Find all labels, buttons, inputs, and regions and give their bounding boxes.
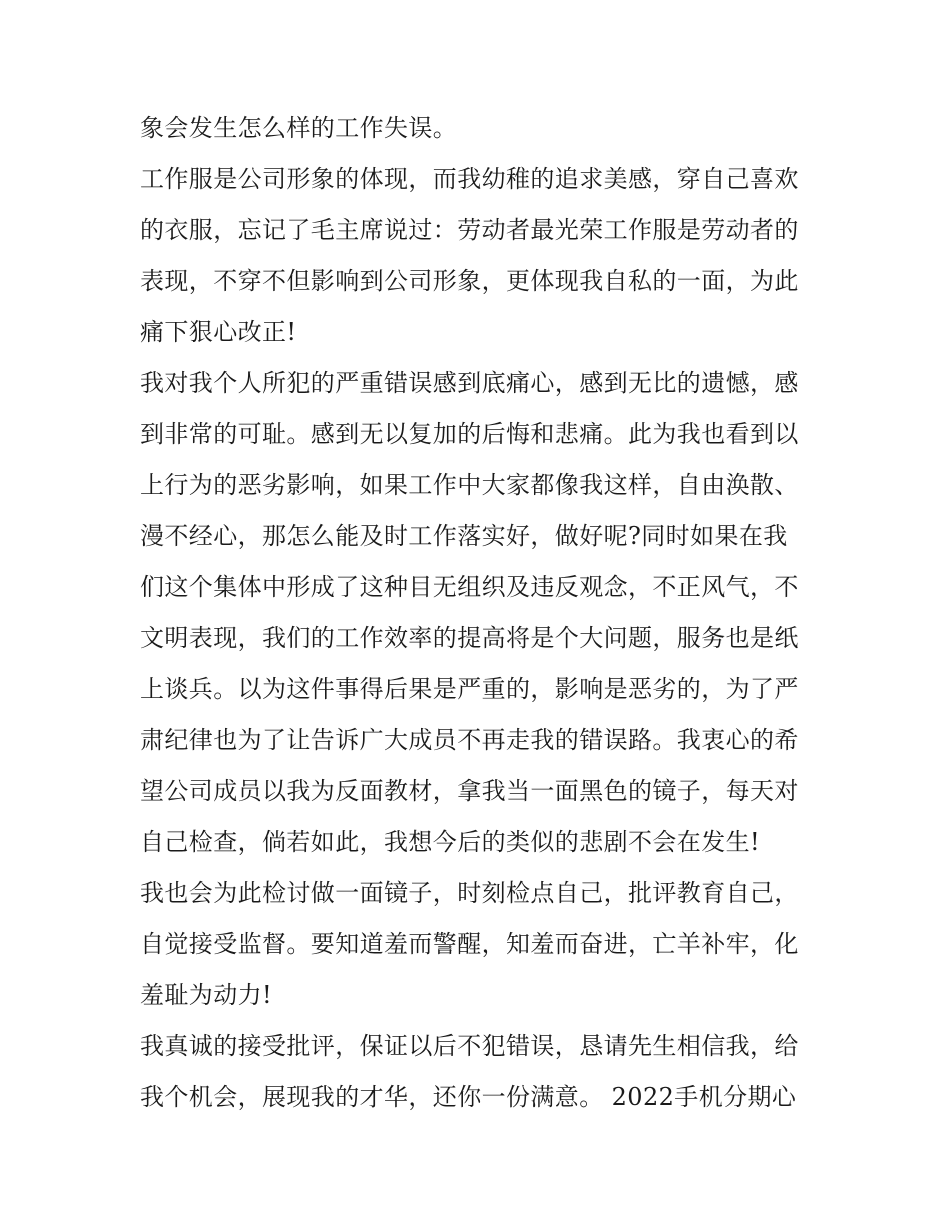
text-line: 上行为的恶劣影响，如果工作中大家都像我这样，自由涣散、: [140, 471, 799, 499]
text-line: 我对我个人所犯的严重错误感到底痛心，感到无比的遗憾，感: [140, 369, 799, 397]
document-body: [140, 103, 820, 1123]
text-line: 自觉接受监督。要知道羞而警醒，知羞而奋进，亡羊补牢，化: [140, 930, 799, 958]
text-line: 表现，不穿不但影响到公司形象，更体现我自私的一面，为此: [140, 267, 799, 295]
text-line: 漫不经心，那怎么能及时工作落实好，做好呢?同时如果在我: [140, 522, 788, 550]
text-line: 我个机会，展现我的才华，还你一份满意。 2022手机分期心: [140, 1083, 797, 1111]
text-line: 痛下狠心改正!: [140, 318, 297, 346]
text-line: 工作服是公司形象的体现，而我幼稚的追求美感，穿自己喜欢: [140, 165, 799, 193]
text-line: 望公司成员以我为反面教材，拿我当一面黑色的镜子，每天对: [140, 777, 799, 805]
text-line: 自己检查，倘若如此，我想今后的类似的悲剧不会在发生!: [140, 828, 761, 856]
text-line: 肃纪律也为了让告诉广大成员不再走我的错误路。我衷心的希: [140, 726, 799, 754]
text-line: 文明表现，我们的工作效率的提高将是个大问题，服务也是纸: [140, 624, 799, 652]
text-line: 到非常的可耻。感到无以复加的后悔和悲痛。此为我也看到以: [140, 420, 799, 448]
text-line: 象会发生怎么样的工作失误。: [140, 114, 458, 142]
text-line: 羞耻为动力!: [140, 981, 273, 1009]
text-line: 我也会为此检讨做一面镜子，时刻检点自己，批评教育自己，: [140, 879, 799, 907]
text-line: 的衣服，忘记了毛主席说过：劳动者最光荣工作服是劳动者的: [140, 216, 799, 244]
text-line: 们这个集体中形成了这种目无组织及违反观念，不正风气，不: [140, 573, 799, 601]
text-line: 我真诚的接受批评，保证以后不犯错误，恳请先生相信我，给: [140, 1032, 799, 1060]
text-line: 上谈兵。以为这件事得后果是严重的，影响是恶劣的，为了严: [140, 675, 799, 703]
